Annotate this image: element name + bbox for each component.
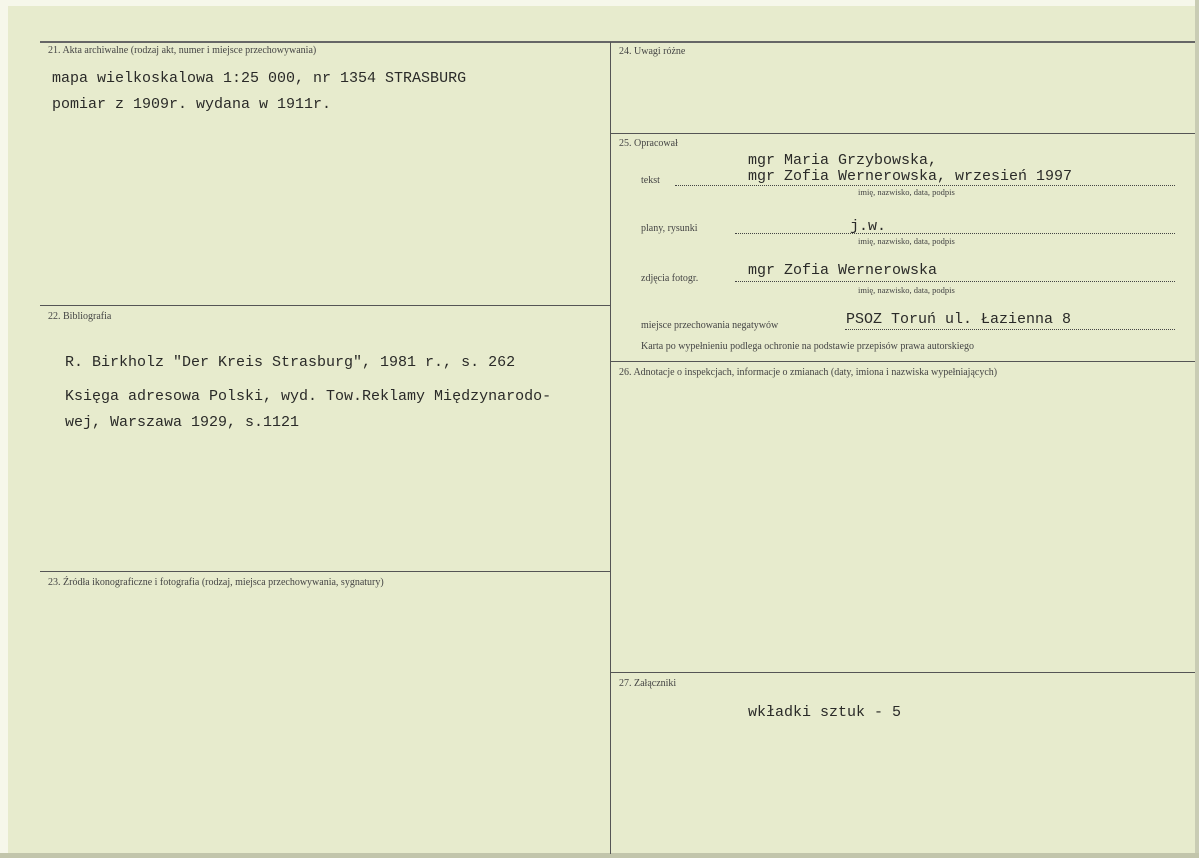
section-23-label: 23. Źródła ikonograficzne i fotografia (rodzaj, miejsca przechowywania, sygnatury) bbox=[48, 577, 384, 588]
top-border-line bbox=[40, 41, 1195, 43]
tekst-underline bbox=[675, 185, 1175, 186]
section-26-label: 26. Adnotacje o inspekcjach, informacje o zmianach (daty, imiona i nazwiska wypełniających) bbox=[619, 367, 998, 378]
plany-caption: imię, nazwisko, data, podpis bbox=[858, 236, 955, 246]
divider-24-25 bbox=[611, 133, 1195, 134]
copyright-note: Karta po wypełnieniu podlega ochronie na podstawie przepisów prawa autorskiego bbox=[641, 341, 974, 352]
section-27-label: 27. Załączniki bbox=[619, 678, 677, 689]
negatywy-label: miejsce przechowania negatywów bbox=[641, 320, 779, 331]
section-24-label: 24. Uwagi różne bbox=[619, 46, 686, 57]
divider-25-26 bbox=[611, 361, 1195, 362]
divider-22-23 bbox=[40, 571, 610, 572]
section-22-line-1: R. Birkholz "Der Kreis Strasburg", 1981 r., s. 262 bbox=[65, 354, 516, 371]
section-25-label: 25. Opracował bbox=[619, 138, 678, 149]
tekst-author-line-1: mgr Maria Grzybowska, bbox=[748, 152, 938, 169]
plany-underline bbox=[735, 233, 1175, 234]
section-22-line-2: Księga adresowa Polski, wyd. Tow.Reklamy Międzynarodo- bbox=[65, 388, 552, 405]
tekst-label: tekst bbox=[641, 175, 660, 186]
section-27-value: wkładki sztuk - 5 bbox=[748, 704, 902, 721]
divider-21-22 bbox=[40, 305, 610, 306]
section-22-label: 22. Bibliografia bbox=[48, 311, 112, 322]
card-edge-left bbox=[0, 0, 8, 858]
section-21-line-2: pomiar z 1909r. wydana w 1911r. bbox=[52, 96, 332, 113]
zdjecia-underline bbox=[735, 281, 1175, 282]
zdjecia-value: mgr Zofia Wernerowska bbox=[748, 262, 938, 279]
center-divider bbox=[610, 42, 611, 854]
card-edge-bottom bbox=[0, 853, 1199, 858]
plany-label: plany, rysunki bbox=[641, 223, 698, 234]
negatywy-underline bbox=[845, 329, 1175, 330]
tekst-caption: imię, nazwisko, data, podpis bbox=[858, 187, 955, 197]
negatywy-value: PSOZ Toruń ul. Łazienna 8 bbox=[846, 311, 1072, 328]
card-edge-right bbox=[1195, 0, 1199, 858]
section-21-label: 21. Akta archiwalne (rodzaj akt, numer i miejsce przechowywania) bbox=[48, 45, 317, 56]
section-22-line-3: wej, Warszawa 1929, s.1121 bbox=[65, 414, 300, 431]
tekst-author-line-2: mgr Zofia Wernerowska, wrzesień 1997 bbox=[748, 168, 1073, 185]
zdjecia-label: zdjęcia fotogr. bbox=[641, 273, 699, 284]
divider-26-27 bbox=[611, 672, 1195, 673]
zdjecia-caption: imię, nazwisko, data, podpis bbox=[858, 285, 955, 295]
plany-value: j.w. bbox=[850, 218, 887, 235]
section-21-line-1: mapa wielkoskalowa 1:25 000, nr 1354 STRASBURG bbox=[52, 70, 467, 87]
card-edge-top bbox=[0, 0, 1199, 6]
